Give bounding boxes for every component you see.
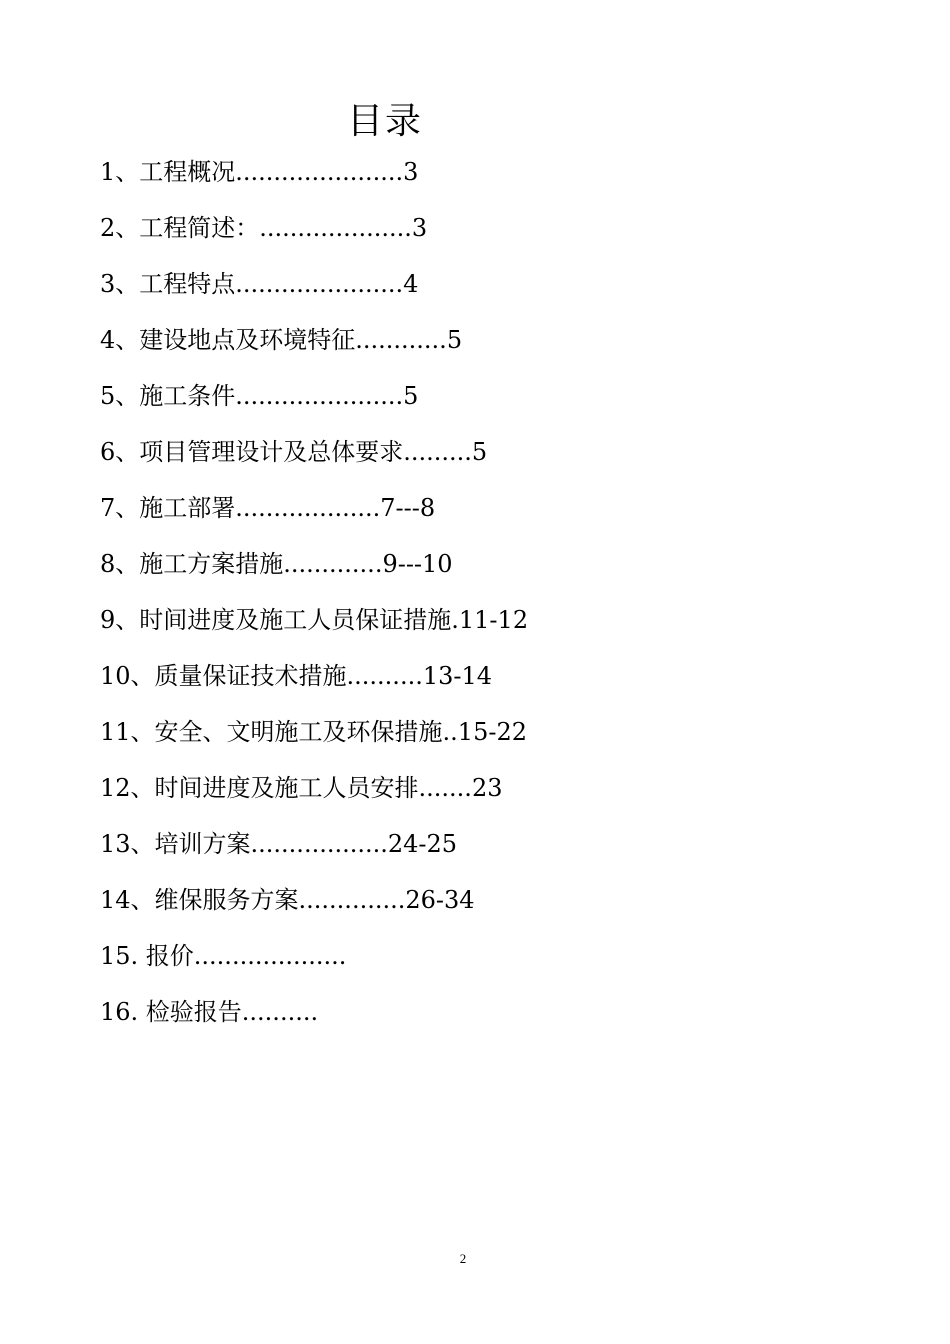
toc-item-text: 16. 检验报告..........	[100, 998, 319, 1026]
toc-item-text: 4、建设地点及环境特征............5	[100, 326, 463, 354]
toc-item[interactable]	[100, 368, 610, 424]
toc-item-text: 7、施工部署...................7---8	[100, 494, 436, 522]
toc-item[interactable]	[100, 536, 610, 592]
toc-item-text: 8、施工方案措施.............9---10	[100, 550, 453, 578]
toc-item[interactable]	[100, 648, 610, 704]
toc-item[interactable]	[100, 480, 610, 536]
table-of-contents	[100, 144, 610, 1040]
toc-item[interactable]	[100, 200, 610, 256]
toc-item-text: 11、安全、文明施工及环保措施..15-22	[100, 718, 527, 746]
toc-item[interactable]	[100, 312, 610, 368]
toc-item[interactable]	[100, 984, 610, 1040]
toc-item[interactable]	[100, 704, 610, 760]
toc-item[interactable]	[100, 424, 610, 480]
toc-item-text: 15. 报价....................	[100, 942, 347, 970]
toc-item-text: 10、质量保证技术措施..........13-14	[100, 662, 493, 690]
toc-item-text: 6、项目管理设计及总体要求.........5	[100, 438, 488, 466]
page-number: 2	[459, 1251, 467, 1266]
page-title: 目录	[346, 101, 423, 142]
toc-item[interactable]	[100, 592, 610, 648]
toc-item[interactable]	[100, 816, 610, 872]
toc-item-text: 12、时间进度及施工人员安排.......23	[100, 774, 503, 802]
toc-item[interactable]	[100, 872, 610, 928]
toc-item-text: 2、工程简述：....................3	[100, 214, 428, 242]
toc-item[interactable]	[100, 144, 610, 200]
toc-item-text: 5、施工条件......................5	[100, 382, 419, 410]
toc-item-text: 13、培训方案..................24-25	[100, 830, 458, 858]
toc-item-text: 3、工程特点......................4	[100, 270, 419, 298]
toc-item[interactable]	[100, 760, 610, 816]
toc-item-text: 1、工程概况......................3	[100, 158, 419, 186]
toc-item[interactable]	[100, 256, 610, 312]
toc-item[interactable]	[100, 928, 610, 984]
toc-item-text: 14、维保服务方案..............26-34	[100, 886, 475, 914]
toc-item-text: 9、时间进度及施工人员保证措施.11-12	[100, 606, 529, 634]
